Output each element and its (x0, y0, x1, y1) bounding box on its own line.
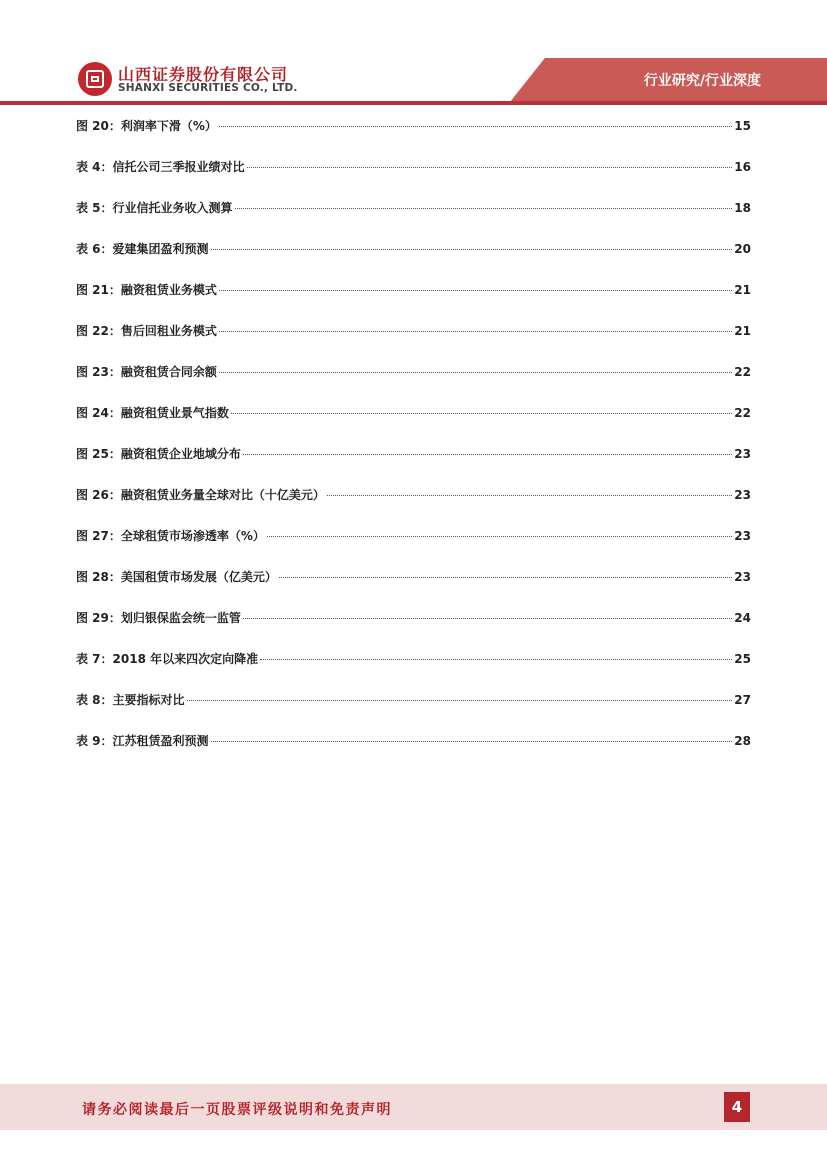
toc-entry-label: 表 7：2018 年以来四次定向降准 (76, 652, 259, 666)
toc-entry-page: 21 (734, 324, 751, 338)
toc-list (76, 117, 751, 773)
toc-entry-label: 图 29：划归银保监会统一监管 (76, 611, 241, 625)
report-category: 行业研究/行业深度 (643, 73, 761, 89)
toc-leader-dots (219, 331, 732, 332)
toc-entry-page: 18 (734, 201, 751, 215)
toc-entry-page: 24 (734, 611, 751, 625)
company-name-en: SHANXI SECURITIES CO., LTD. (118, 82, 298, 94)
toc-entry[interactable] (76, 117, 751, 158)
toc-leader-dots (243, 454, 732, 455)
toc-entry-label: 图 20：利润率下滑（%） (76, 119, 217, 133)
toc-entry-page: 22 (734, 365, 751, 379)
toc-entry-label: 图 21：融资租赁业务模式 (76, 283, 217, 297)
page-footer (0, 1084, 827, 1130)
toc-entry-page: 27 (734, 693, 751, 707)
toc-leader-dots (231, 413, 732, 414)
page-header (0, 0, 827, 108)
toc-entry[interactable] (76, 363, 751, 404)
toc-leader-dots (267, 536, 732, 537)
toc-entry-page: 20 (734, 242, 751, 256)
toc-entry-page: 23 (734, 529, 751, 543)
toc-entry[interactable] (76, 404, 751, 445)
toc-leader-dots (219, 126, 732, 127)
toc-entry-page: 22 (734, 406, 751, 420)
toc-entry-label: 图 28：美国租赁市场发展（亿美元） (76, 570, 277, 584)
toc-entry[interactable] (76, 322, 751, 363)
page-number: 4 (724, 1092, 750, 1122)
toc-entry[interactable] (76, 199, 751, 240)
toc-leader-dots (260, 659, 732, 660)
toc-entry-label: 图 22：售后回租业务模式 (76, 324, 217, 338)
toc-entry[interactable] (76, 527, 751, 568)
toc-entry-page: 23 (734, 447, 751, 461)
toc-entry-label: 图 23：融资租赁合同余额 (76, 365, 217, 379)
toc-entry[interactable] (76, 281, 751, 322)
toc-entry-label: 表 6：爱建集团盈利预测 (76, 242, 209, 256)
toc-entry[interactable] (76, 445, 751, 486)
toc-leader-dots (219, 372, 732, 373)
toc-entry-page: 15 (734, 119, 751, 133)
toc-entry-label: 表 8：主要指标对比 (76, 693, 185, 707)
toc-entry[interactable] (76, 486, 751, 527)
toc-entry-label: 表 4：信托公司三季报业绩对比 (76, 160, 245, 174)
toc-leader-dots (211, 249, 733, 250)
disclaimer-text: 请务必阅读最后一页股票评级说明和免责声明 (82, 1102, 392, 1118)
toc-entry[interactable] (76, 650, 751, 691)
toc-entry[interactable] (76, 568, 751, 609)
toc-entry-page: 16 (734, 160, 751, 174)
toc-entry-page: 23 (734, 570, 751, 584)
toc-leader-dots (279, 577, 732, 578)
toc-leader-dots (243, 618, 732, 619)
toc-entry-label: 图 24：融资租赁业景气指数 (76, 406, 229, 420)
company-name-cn: 山西证券股份有限公司 (118, 65, 289, 84)
toc-entry-label: 表 9：江苏租赁盈利预测 (76, 734, 209, 748)
header-divider (0, 101, 827, 105)
toc-entry-label: 表 5：行业信托业务收入测算 (76, 201, 233, 215)
toc-entry[interactable] (76, 732, 751, 773)
toc-leader-dots (235, 208, 733, 209)
shanxi-securities-logo-icon (78, 62, 112, 96)
toc-entry-page: 21 (734, 283, 751, 297)
toc-leader-dots (211, 741, 733, 742)
toc-entry-label: 图 27：全球租赁市场渗透率（%） (76, 529, 265, 543)
toc-entry-page: 28 (734, 734, 751, 748)
toc-leader-dots (247, 167, 733, 168)
toc-entry[interactable] (76, 609, 751, 650)
toc-entry[interactable] (76, 158, 751, 199)
toc-entry-page: 23 (734, 488, 751, 502)
toc-entry[interactable] (76, 691, 751, 732)
toc-entry-page: 25 (734, 652, 751, 666)
toc-leader-dots (187, 700, 733, 701)
toc-leader-dots (327, 495, 732, 496)
toc-leader-dots (219, 290, 732, 291)
toc-entry-label: 图 25：融资租赁企业地域分布 (76, 447, 241, 461)
toc-entry-label: 图 26：融资租赁业务量全球对比（十亿美元） (76, 488, 325, 502)
toc-entry[interactable] (76, 240, 751, 281)
